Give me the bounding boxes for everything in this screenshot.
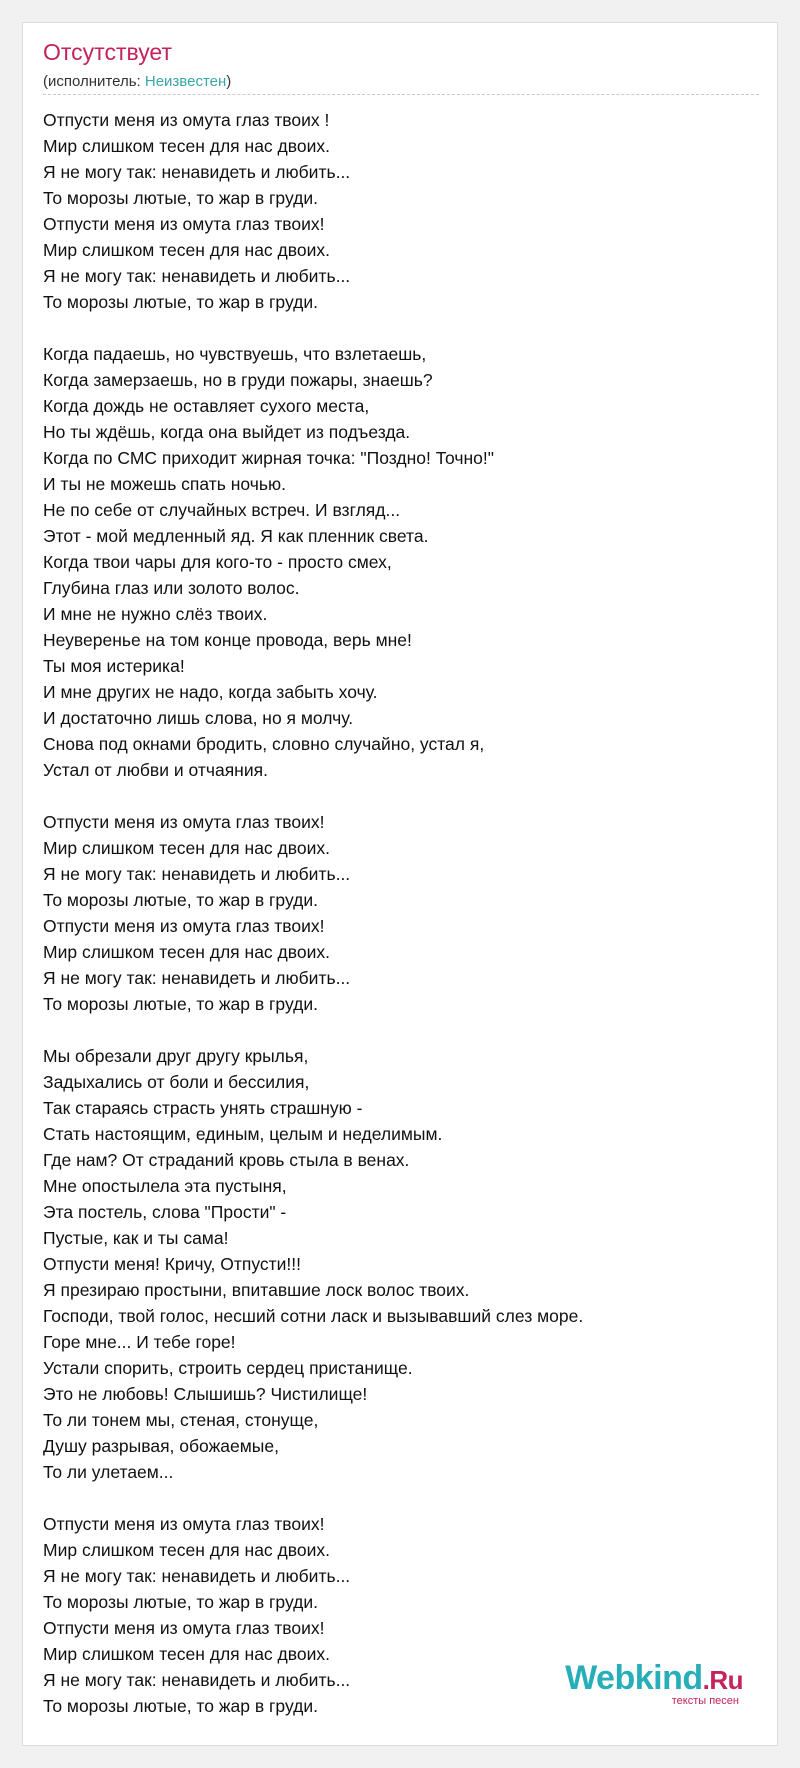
logo-tagline: тексты песен <box>671 1695 739 1707</box>
lyric-line: Мы обрезали друг другу крылья, <box>43 1046 309 1066</box>
stanza-break <box>43 1017 759 1043</box>
lyric-line: Мне опостылела эта пустыня, <box>43 1176 287 1196</box>
lyric-line: Я не могу так: ненавидеть и любить... <box>43 864 351 884</box>
lyric-line: Мир слишком тесен для нас двоих. <box>43 136 330 156</box>
lyric-line: И мне не нужно слёз твоих. <box>43 604 268 624</box>
lyric-line: То морозы лютые, то жар в груди. <box>43 188 318 208</box>
lyrics-page <box>22 22 778 1746</box>
lyric-line: Я презираю простыни, впитавшие лоск волос твоих. <box>43 1280 470 1300</box>
lyric-line: Я не могу так: ненавидеть и любить... <box>43 162 351 182</box>
song-title: Отсутствует <box>43 39 172 65</box>
performer-prefix: (исполнитель: <box>43 73 145 90</box>
lyric-line: То морозы лютые, то жар в груди. <box>43 1696 318 1716</box>
lyric-line: То ли улетаем... <box>43 1462 174 1482</box>
lyric-line: Стать настоящим, единым, целым и неделимым. <box>43 1124 443 1144</box>
lyric-line: Мир слишком тесен для нас двоих. <box>43 1540 330 1560</box>
lyric-line: Где нам? От страданий кровь стыла в венах. <box>43 1150 410 1170</box>
lyric-line: Отпусти меня из омута глаз твоих! <box>43 1514 325 1534</box>
lyrics-text <box>43 107 759 1719</box>
lyric-line: Это не любовь! Слышишь? Чистилище! <box>43 1384 368 1404</box>
lyric-line: То морозы лютые, то жар в груди. <box>43 292 318 312</box>
lyric-line: Мир слишком тесен для нас двоих. <box>43 240 330 260</box>
lyric-line: Отпусти меня из омута глаз твоих! <box>43 812 325 832</box>
lyric-line: Мир слишком тесен для нас двоих. <box>43 838 330 858</box>
lyric-line: Мир слишком тесен для нас двоих. <box>43 942 330 962</box>
lyric-line: Горе мне... И тебе горе! <box>43 1332 236 1352</box>
artist-link[interactable]: Неизвестен <box>144 73 227 90</box>
performer-suffix: ) <box>226 73 232 90</box>
lyric-line: Устали спорить, строить сердец пристанище. <box>43 1358 413 1378</box>
logo-brand <box>565 1659 743 1697</box>
lyric-line: Задыхались от боли и бессилия, <box>43 1072 310 1092</box>
site-logo[interactable] <box>565 1661 743 1707</box>
lyric-line: Так стараясь страсть унять страшную - <box>43 1098 363 1118</box>
lyric-line: Душу разрывая, обожаемые, <box>43 1436 279 1456</box>
lyric-line: То морозы лютые, то жар в груди. <box>43 890 318 910</box>
logo-brand-name: Webkind <box>565 1659 703 1697</box>
lyric-line: Я не могу так: ненавидеть и любить... <box>43 1566 351 1586</box>
lyric-line: Отпусти меня из омута глаз твоих! <box>43 916 325 936</box>
lyric-line: Пустые, как и ты сама! <box>43 1228 229 1248</box>
lyric-line: Снова под окнами бродить, словно случайно, устал я, <box>43 734 485 754</box>
lyric-line: Когда по СМС приходит жирная точка: "Поздно! Точно!" <box>43 448 494 468</box>
lyric-line: Глубина глаз или золото волос. <box>43 578 300 598</box>
lyric-line: Но ты ждёшь, когда она выйдет из подъезда. <box>43 422 411 442</box>
lyric-line: Этот - мой медленный яд. Я как пленник света. <box>43 526 429 546</box>
logo-brand-tld: .Ru <box>702 1665 743 1695</box>
lyric-line: Я не могу так: ненавидеть и любить... <box>43 266 351 286</box>
lyric-line: Не по себе от случайных встреч. И взгляд... <box>43 500 401 520</box>
lyric-line: Господи, твой голос, несший сотни ласк и вызывавший слез море. <box>43 1306 584 1326</box>
lyric-line: Я не могу так: ненавидеть и любить... <box>43 1670 351 1690</box>
lyric-line: Отпусти меня из омута глаз твоих! <box>43 214 325 234</box>
lyric-line: Отпусти меня из омута глаз твоих! <box>43 1618 325 1638</box>
lyric-line: Когда дождь не оставляет сухого места, <box>43 396 370 416</box>
header-divider <box>43 94 759 95</box>
lyric-line: И мне других не надо, когда забыть хочу. <box>43 682 378 702</box>
lyric-line: И ты не можешь спать ночью. <box>43 474 286 494</box>
stanza-break <box>43 783 759 809</box>
performer-line <box>43 74 231 89</box>
lyric-line: Эта постель, слова "Прости" - <box>43 1202 287 1222</box>
lyric-line: То ли тонем мы, стеная, стонуще, <box>43 1410 319 1430</box>
lyric-line: Мир слишком тесен для нас двоих. <box>43 1644 330 1664</box>
lyric-line: Когда падаешь, но чувствуешь, что взлетаешь, <box>43 344 427 364</box>
lyric-line: То морозы лютые, то жар в груди. <box>43 1592 318 1612</box>
lyric-line: Отпусти меня из омута глаз твоих ! <box>43 110 330 130</box>
lyric-line: Устал от любви и отчаяния. <box>43 760 268 780</box>
lyric-line: Я не могу так: ненавидеть и любить... <box>43 968 351 988</box>
lyric-line: Когда замерзаешь, но в груди пожары, знаешь? <box>43 370 433 390</box>
stanza-break <box>43 1485 759 1511</box>
lyric-line: То морозы лютые, то жар в груди. <box>43 994 318 1014</box>
lyric-line: Когда твои чары для кого-то - просто смех, <box>43 552 392 572</box>
lyric-line: Неувереньe на том конце провода, верь мне! <box>43 630 412 650</box>
stanza-break <box>43 315 759 341</box>
lyric-line: Ты моя истерика! <box>43 656 185 676</box>
lyric-line: Отпусти меня! Кричу, Отпусти!!! <box>43 1254 302 1274</box>
lyric-line: И достаточно лишь слова, но я молчу. <box>43 708 354 728</box>
